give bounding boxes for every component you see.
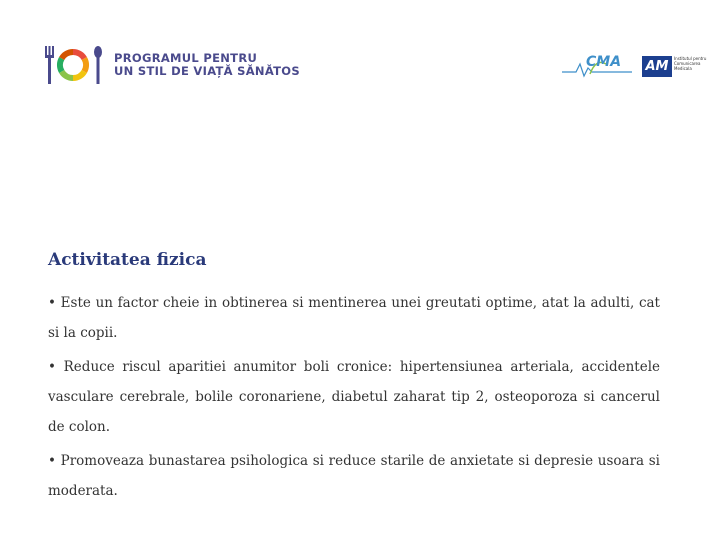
plate-fork-spoon-icon (42, 44, 104, 86)
program-logo (42, 44, 300, 86)
cma-logo (562, 52, 632, 80)
main-content (48, 250, 660, 510)
bullet-paragraph: • Promoveaza bunastarea psihologica si reduce starile de anxietate si depresie usoara si moderata. (48, 453, 660, 499)
bullet-paragraph: • Este un factor cheie in obtinerea si mentinerea unei greutati optime, atat la adulti, cat si la copii. (48, 295, 660, 341)
header (0, 0, 720, 110)
am-logo-mark: AM (642, 56, 672, 77)
bullet-paragraph: • Reduce riscul aparitiei anumitor boli cronice: hipertensiunea arteriala, accidentele vasculare cerebrale, bolile coronariene, diabetul zaharat tip 2, osteoporoza si cancerul de colon. (48, 359, 660, 435)
program-title (114, 52, 300, 78)
am-logo-caption: Institutul pentru Comunicarea Medicala (674, 56, 707, 71)
am-logo (642, 56, 714, 77)
program-title-line1: PROGRAMUL PENTRU (114, 51, 258, 65)
cma-logo-text: CMA (586, 54, 622, 70)
page-title: Activitatea fizica (48, 250, 207, 270)
program-title-line2: UN STIL DE VIAȚĂ SĂNĂTOS (114, 64, 300, 78)
